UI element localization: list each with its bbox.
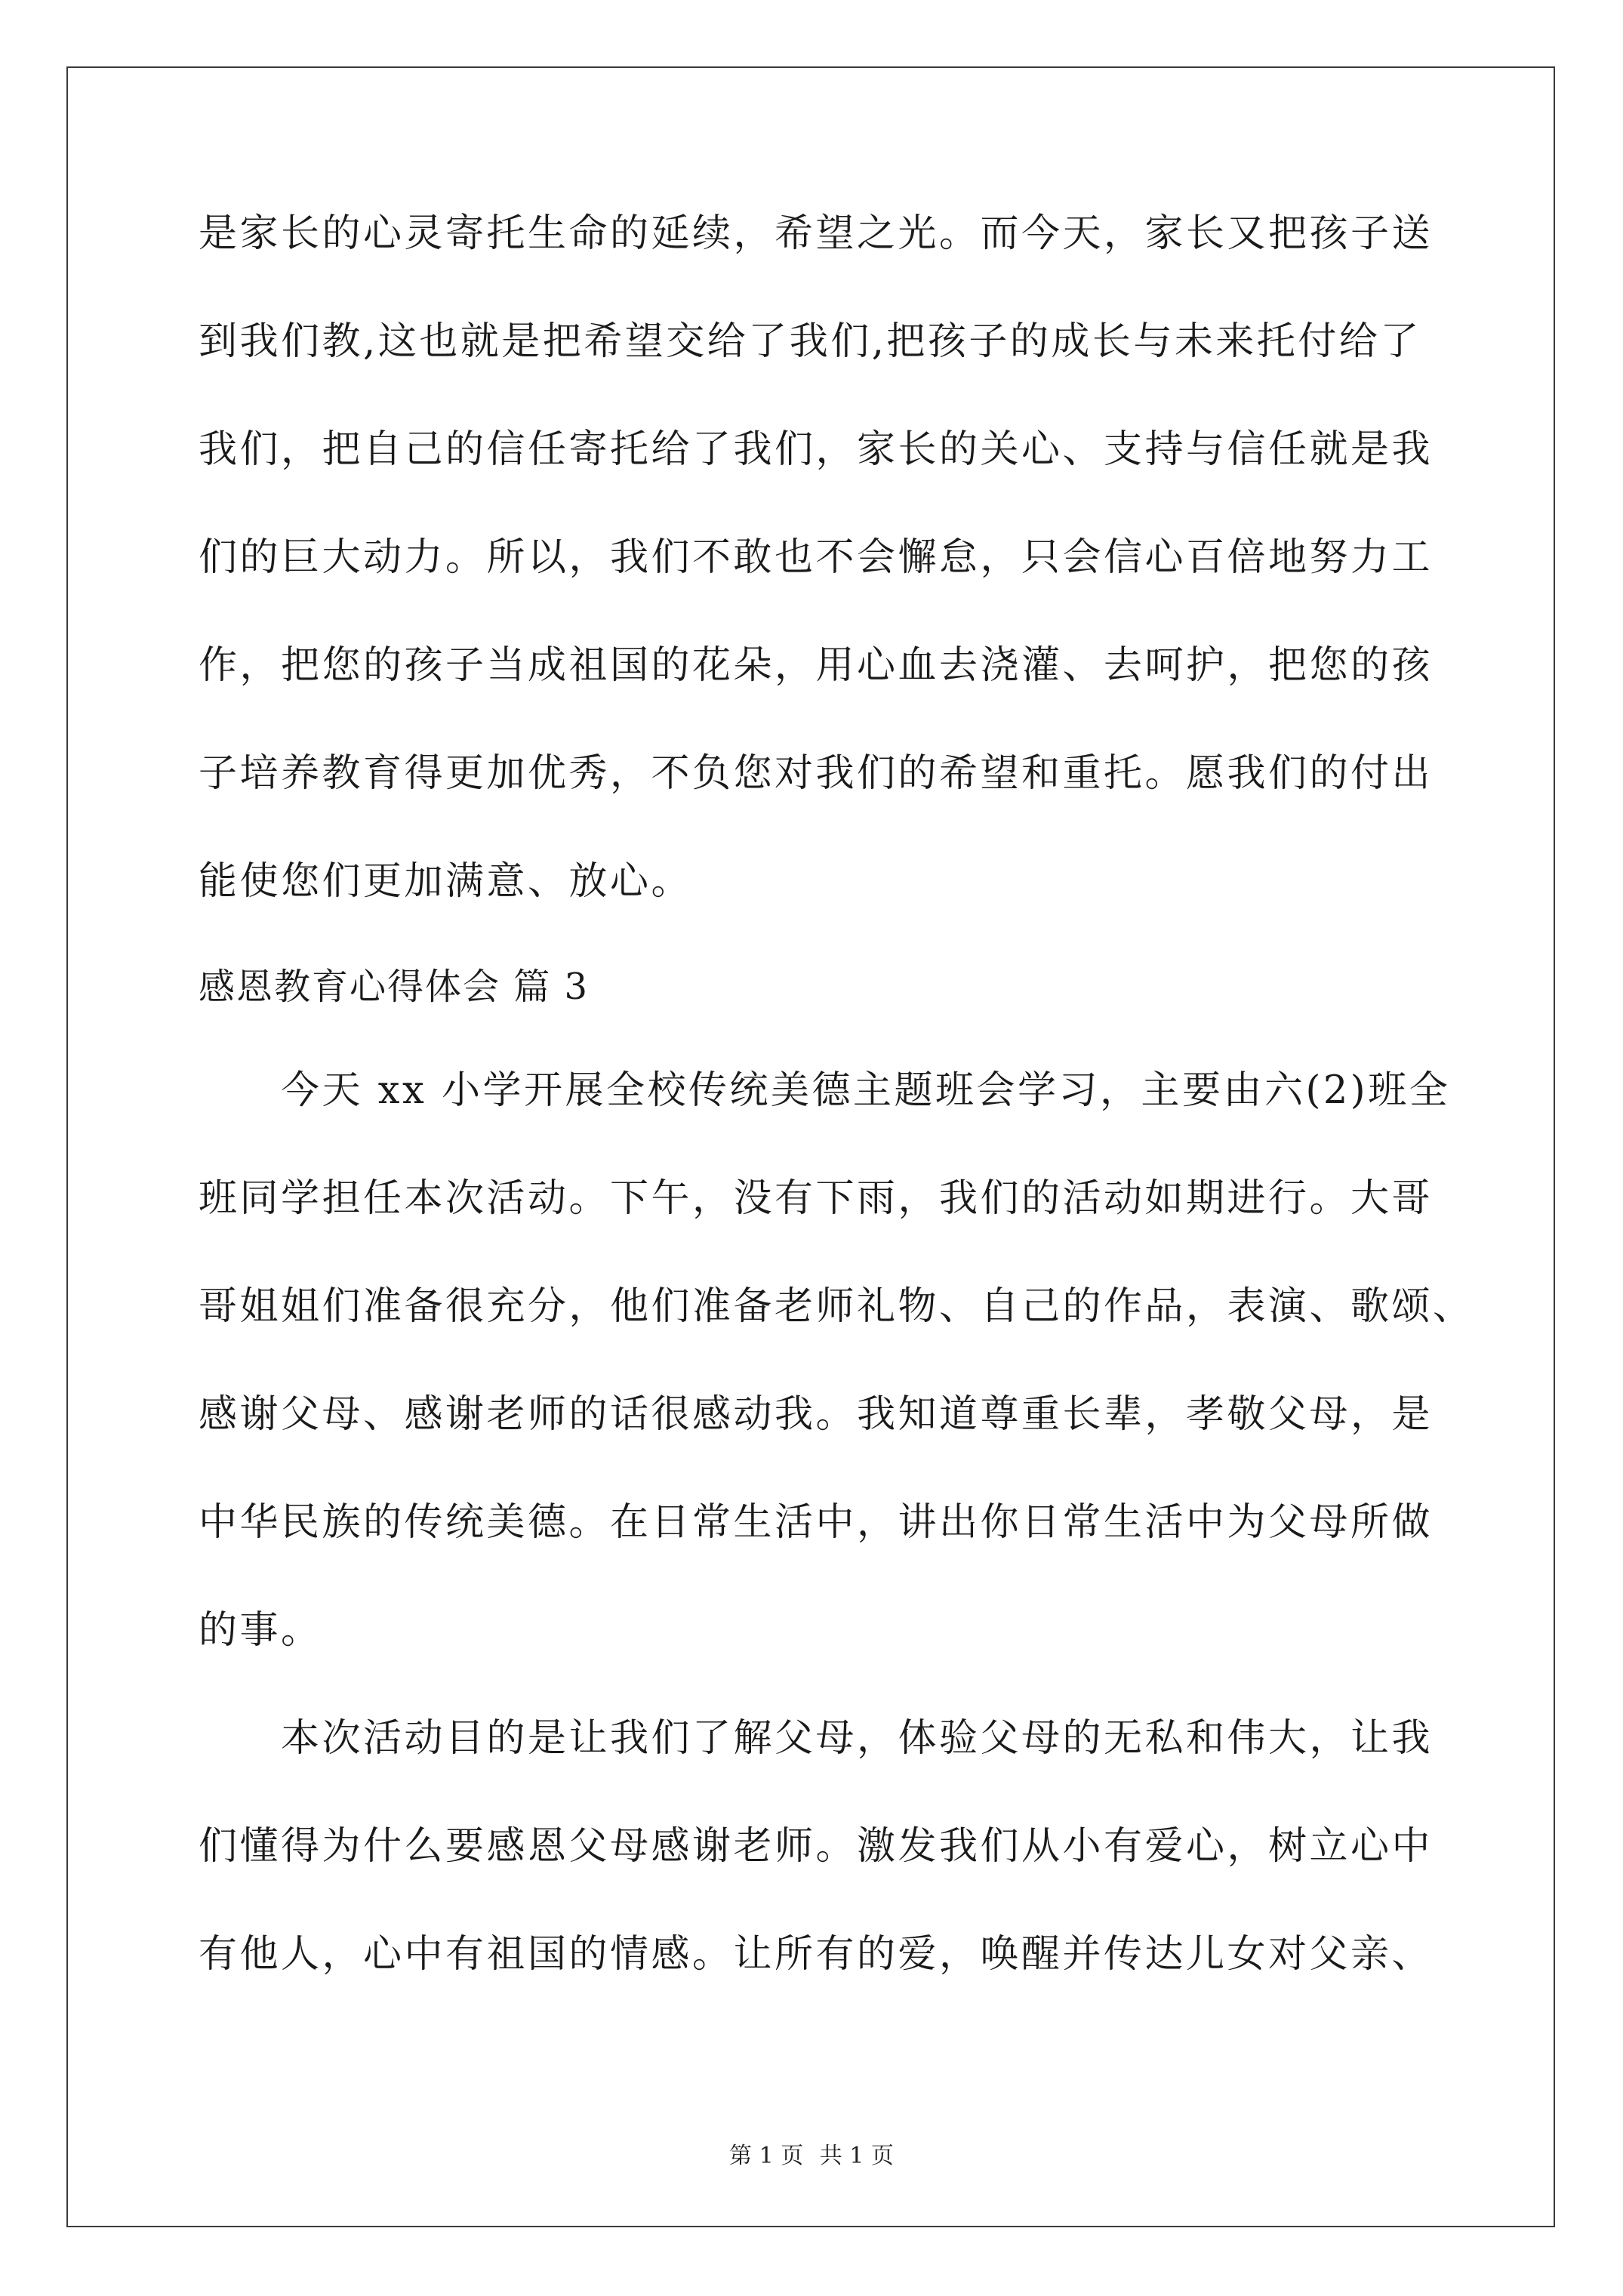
text-line: 有他人，心中有祖国的情感。让所有的爱，唤醒并传达儿女对父亲、 — [199, 1932, 1434, 1977]
page-total: 共 1 页 — [819, 2143, 894, 2169]
text-line: 子培养教育得更加优秀，不负您对我们的希望和重托。愿我们的付出 — [199, 751, 1434, 796]
section-heading: 感恩教育心得体会 篇 3 — [199, 966, 590, 1008]
text-line: 们懂得为什么要感恩父母感谢老师。激发我们从小有爱心，树立心中 — [199, 1824, 1434, 1869]
text-line: 作，把您的孩子当成祖国的花朵，用心血去浇灌、去呵护，把您的孩 — [199, 643, 1434, 688]
text-line: 们的巨大动力。所以，我们不敢也不会懈怠，只会信心百倍地努力工 — [199, 535, 1434, 580]
page-footer — [0, 2143, 1623, 2170]
text-line: 到我们教,这也就是把希望交给了我们,把孩子的成长与未来托付给了 — [199, 319, 1421, 364]
text-line: 今天 xx 小学开展全校传统美德主题班会学习，主要由六(2)班全 — [199, 1068, 1451, 1113]
page-number: 第 1 页 — [729, 2143, 804, 2169]
text-line: 班同学担任本次活动。下午，没有下雨，我们的活动如期进行。大哥 — [199, 1176, 1434, 1221]
text-line: 中华民族的传统美德。在日常生活中，讲出你日常生活中为父母所做 — [199, 1500, 1434, 1545]
text-line: 本次活动目的是让我们了解父母，体验父母的无私和伟大，让我 — [199, 1716, 1434, 1761]
text-line: 是家长的心灵寄托生命的延续，希望之光。而今天，家长又把孩子送 — [199, 211, 1434, 256]
text-line: 感谢父母、感谢老师的话很感动我。我知道尊重长辈，孝敬父母，是 — [199, 1392, 1434, 1437]
page-frame — [66, 66, 1555, 2227]
text-line: 我们，把自己的信任寄托给了我们，家长的关心、支持与信任就是我 — [199, 427, 1434, 472]
text-line: 的事。 — [199, 1608, 322, 1653]
text-line: 能使您们更加满意、放心。 — [199, 859, 693, 904]
text-line: 哥姐姐们准备很充分，他们准备老师礼物、自己的作品，表演、歌颂、 — [199, 1284, 1474, 1329]
